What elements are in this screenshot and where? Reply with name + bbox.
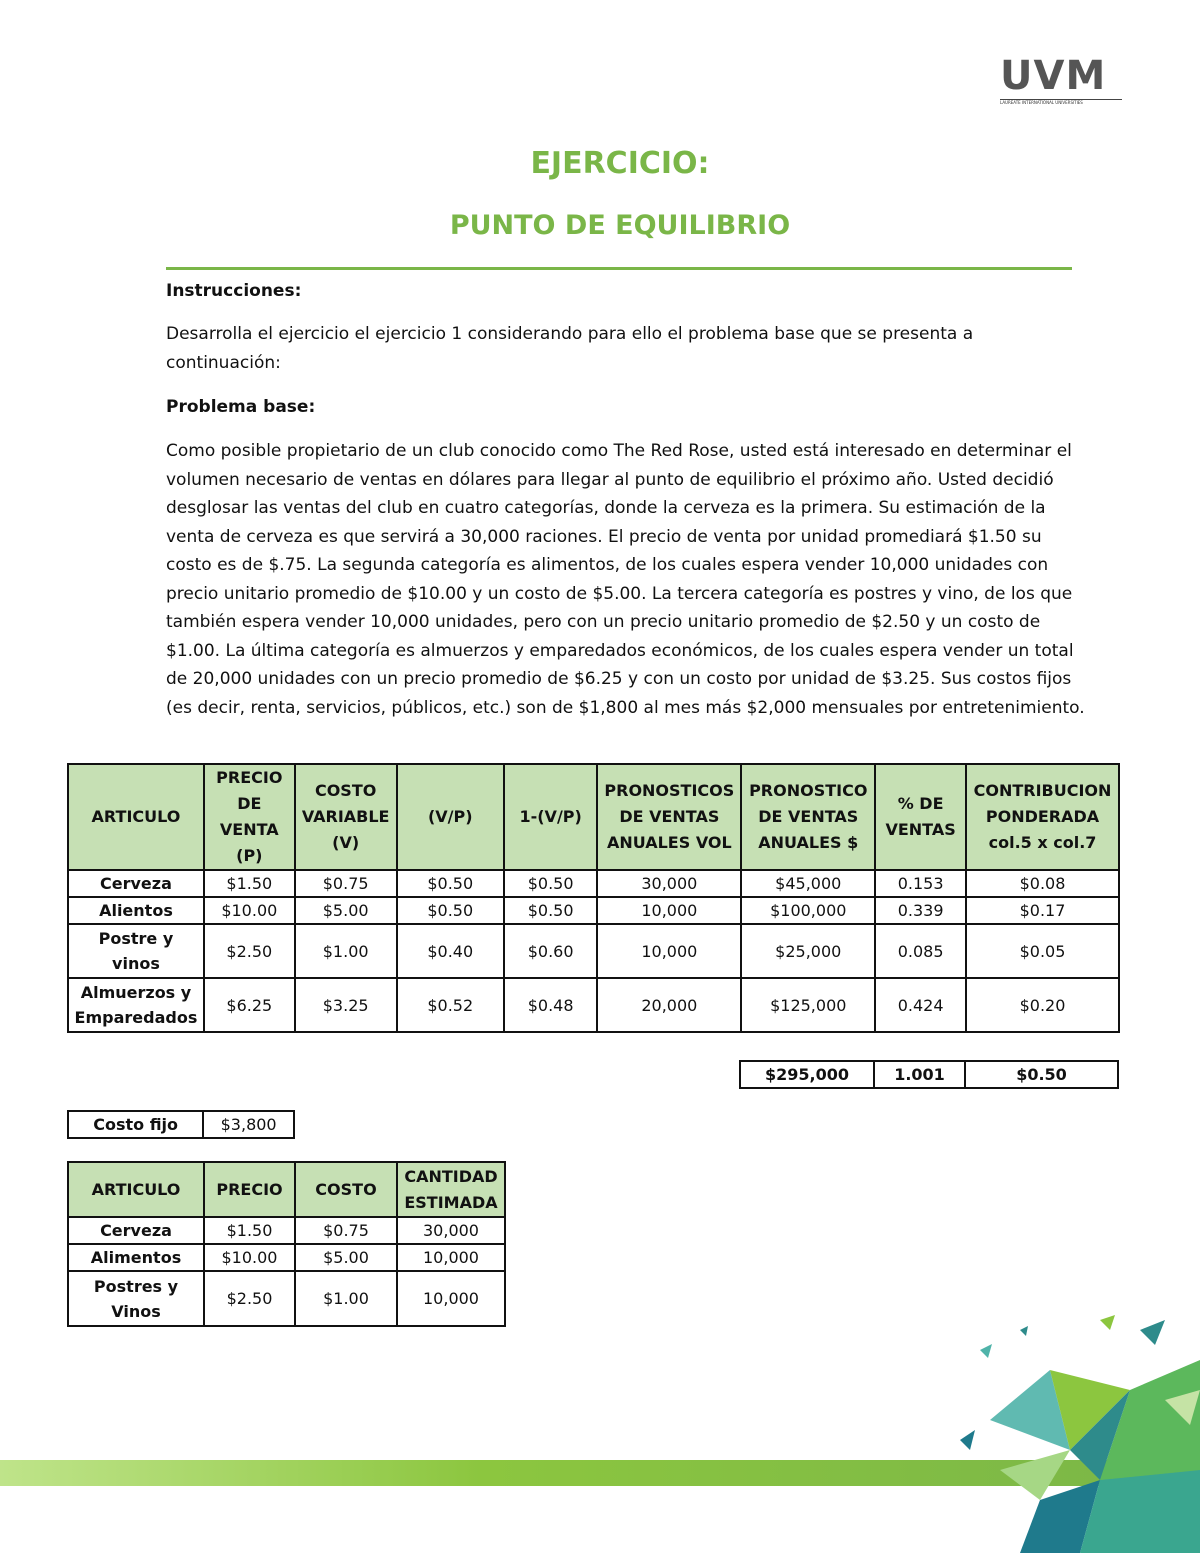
table-cell: $5.00 (295, 897, 397, 924)
table-row (68, 870, 1119, 897)
table-cell: $10.00 (204, 897, 295, 924)
total-contribution-cell: $0.50 (965, 1061, 1118, 1088)
table-cell: $2.50 (204, 1271, 295, 1326)
row-label: Cerveza (68, 870, 204, 897)
table-row (68, 924, 1119, 978)
table-cell: $1.00 (295, 1271, 397, 1326)
table-row (68, 1217, 505, 1244)
problem-text: Como posible propietario de un club conocido como The Red Rose, usted está interesado en determinar el volumen necesario de ventas en dólares para llegar al punto de equilibrio el próximo año. Usted decidió desglosar las ventas del club en cuatro categorías, donde la cerveza es la primera. Su estimación de la venta de cerveza es que servirá a 30,000 raciones. El precio de venta por unidad promediará $1.50 su costo es de $.75. La segunda categoría es alimentos, de los cuales espera vender 10,000 unidades con precio unitario promedio de $10.00 y un costo de $5.00. La tercera categoría es postres y vino, de los que también espera vender 10,000 unidades, pero con un precio unitario promedio de $2.50 y un costo de $1.00. La última categoría es almuerzos y emparedados económicos, de los cuales espera vender un total de 20,000 unidades con un precio promedio de $6.25 y con un costo por unidad de $3.25. Sus costos fijos (es decir, renta, servicios, públicos, etc.) son de $1,800 al mes más $2,000 mensuales por entretenimiento. (166, 441, 1085, 718)
uvm-logo (1000, 53, 1122, 106)
table-row (68, 1244, 505, 1271)
row-label: Alientos (68, 897, 204, 924)
table-cell: $1.50 (204, 1217, 295, 1244)
logo-text: UVM (1000, 53, 1107, 99)
table-cell: 0.424 (875, 978, 966, 1032)
table-cell: 0.153 (875, 870, 966, 897)
table-cell: 10,000 (397, 1271, 505, 1326)
table-cell: 10,000 (597, 897, 741, 924)
row-label: Cerveza (68, 1217, 204, 1244)
instructions-text: Desarrolla el ejercicio el ejercicio 1 considerando para ello el problema base que se presenta a continuación: (166, 324, 974, 373)
header-cell: COSTO VARIABLE (V) (295, 764, 397, 870)
table-cell: $0.17 (966, 897, 1119, 924)
page-subtitle: PUNTO DE EQUILIBRIO (449, 210, 791, 241)
table-cell: 0.339 (875, 897, 966, 924)
header-cell: 1-(V/P) (504, 764, 597, 870)
logo-subtext: LAUREATE INTERNATIONAL UNIVERSITIES (1000, 99, 1122, 106)
table-cell: $0.50 (504, 897, 597, 924)
header-cell: PRECIO (204, 1162, 295, 1217)
table-cell: $125,000 (741, 978, 875, 1032)
fixed-cost-label: Costo fijo (68, 1111, 203, 1138)
title-divider (166, 267, 1072, 270)
total-percent-cell: 1.001 (874, 1061, 965, 1088)
fixed-cost-row (68, 1111, 294, 1138)
header-cell: PRONOSTICO DE VENTAS ANUALES $ (741, 764, 875, 870)
table-cell: $10.00 (204, 1244, 295, 1271)
fixed-cost-table (67, 1110, 295, 1139)
table-cell: $1.00 (295, 924, 397, 978)
table-cell: 30,000 (597, 870, 741, 897)
header-cell: % DE VENTAS (875, 764, 966, 870)
decorative-polygon-graphic (900, 1300, 1200, 1553)
estimate-table (67, 1161, 506, 1327)
table-row (68, 1271, 505, 1326)
table-cell: $0.52 (397, 978, 504, 1032)
totals-row (740, 1061, 1118, 1088)
fixed-cost-value: $3,800 (203, 1111, 294, 1138)
table-cell: $5.00 (295, 1244, 397, 1271)
table-cell: $0.48 (504, 978, 597, 1032)
table-cell: $0.08 (966, 870, 1119, 897)
row-label: Postre y vinos (68, 924, 204, 978)
header-cell: CONTRIBUCION PONDERADA col.5 x col.7 (966, 764, 1119, 870)
table-cell: $45,000 (741, 870, 875, 897)
page-title: EJERCICIO: (530, 146, 710, 181)
table-cell: $2.50 (204, 924, 295, 978)
table-cell: $1.50 (204, 870, 295, 897)
table-cell: 20,000 (597, 978, 741, 1032)
table-row (68, 897, 1119, 924)
table-cell: $0.40 (397, 924, 504, 978)
table-cell: $25,000 (741, 924, 875, 978)
problem-heading: Problema base: (166, 397, 316, 417)
header-cell: (V/P) (397, 764, 504, 870)
table-header-row (68, 1162, 505, 1217)
row-label: Alimentos (68, 1244, 204, 1271)
table-cell: $0.50 (397, 897, 504, 924)
table-cell: 10,000 (597, 924, 741, 978)
header-cell: CANTIDAD ESTIMADA (397, 1162, 505, 1217)
table-cell: $0.50 (504, 870, 597, 897)
header-cell: COSTO (295, 1162, 397, 1217)
row-label: Almuerzos y Emparedados (68, 978, 204, 1032)
table-cell: $0.50 (397, 870, 504, 897)
break-even-table (67, 763, 1120, 1033)
totals-table (739, 1060, 1119, 1089)
header-cell: PRONOSTICOS DE VENTAS ANUALES VOL (597, 764, 741, 870)
header-cell: ARTICULO (68, 1162, 204, 1217)
table-cell: $6.25 (204, 978, 295, 1032)
table-cell: $3.25 (295, 978, 397, 1032)
table-cell: $0.05 (966, 924, 1119, 978)
total-sales-cell: $295,000 (740, 1061, 874, 1088)
table-cell: $100,000 (741, 897, 875, 924)
table-cell: $0.60 (504, 924, 597, 978)
table-cell: $0.75 (295, 1217, 397, 1244)
table-cell: 30,000 (397, 1217, 505, 1244)
table-cell: 10,000 (397, 1244, 505, 1271)
table-row (68, 978, 1119, 1032)
header-cell: PRECIO DE VENTA (P) (204, 764, 295, 870)
table-cell: 0.085 (875, 924, 966, 978)
table-header-row (68, 764, 1119, 870)
instructions-heading: Instrucciones: (166, 281, 302, 301)
header-cell: ARTICULO (68, 764, 204, 870)
table-cell: $0.20 (966, 978, 1119, 1032)
row-label: Postres y Vinos (68, 1271, 204, 1326)
table-cell: $0.75 (295, 870, 397, 897)
